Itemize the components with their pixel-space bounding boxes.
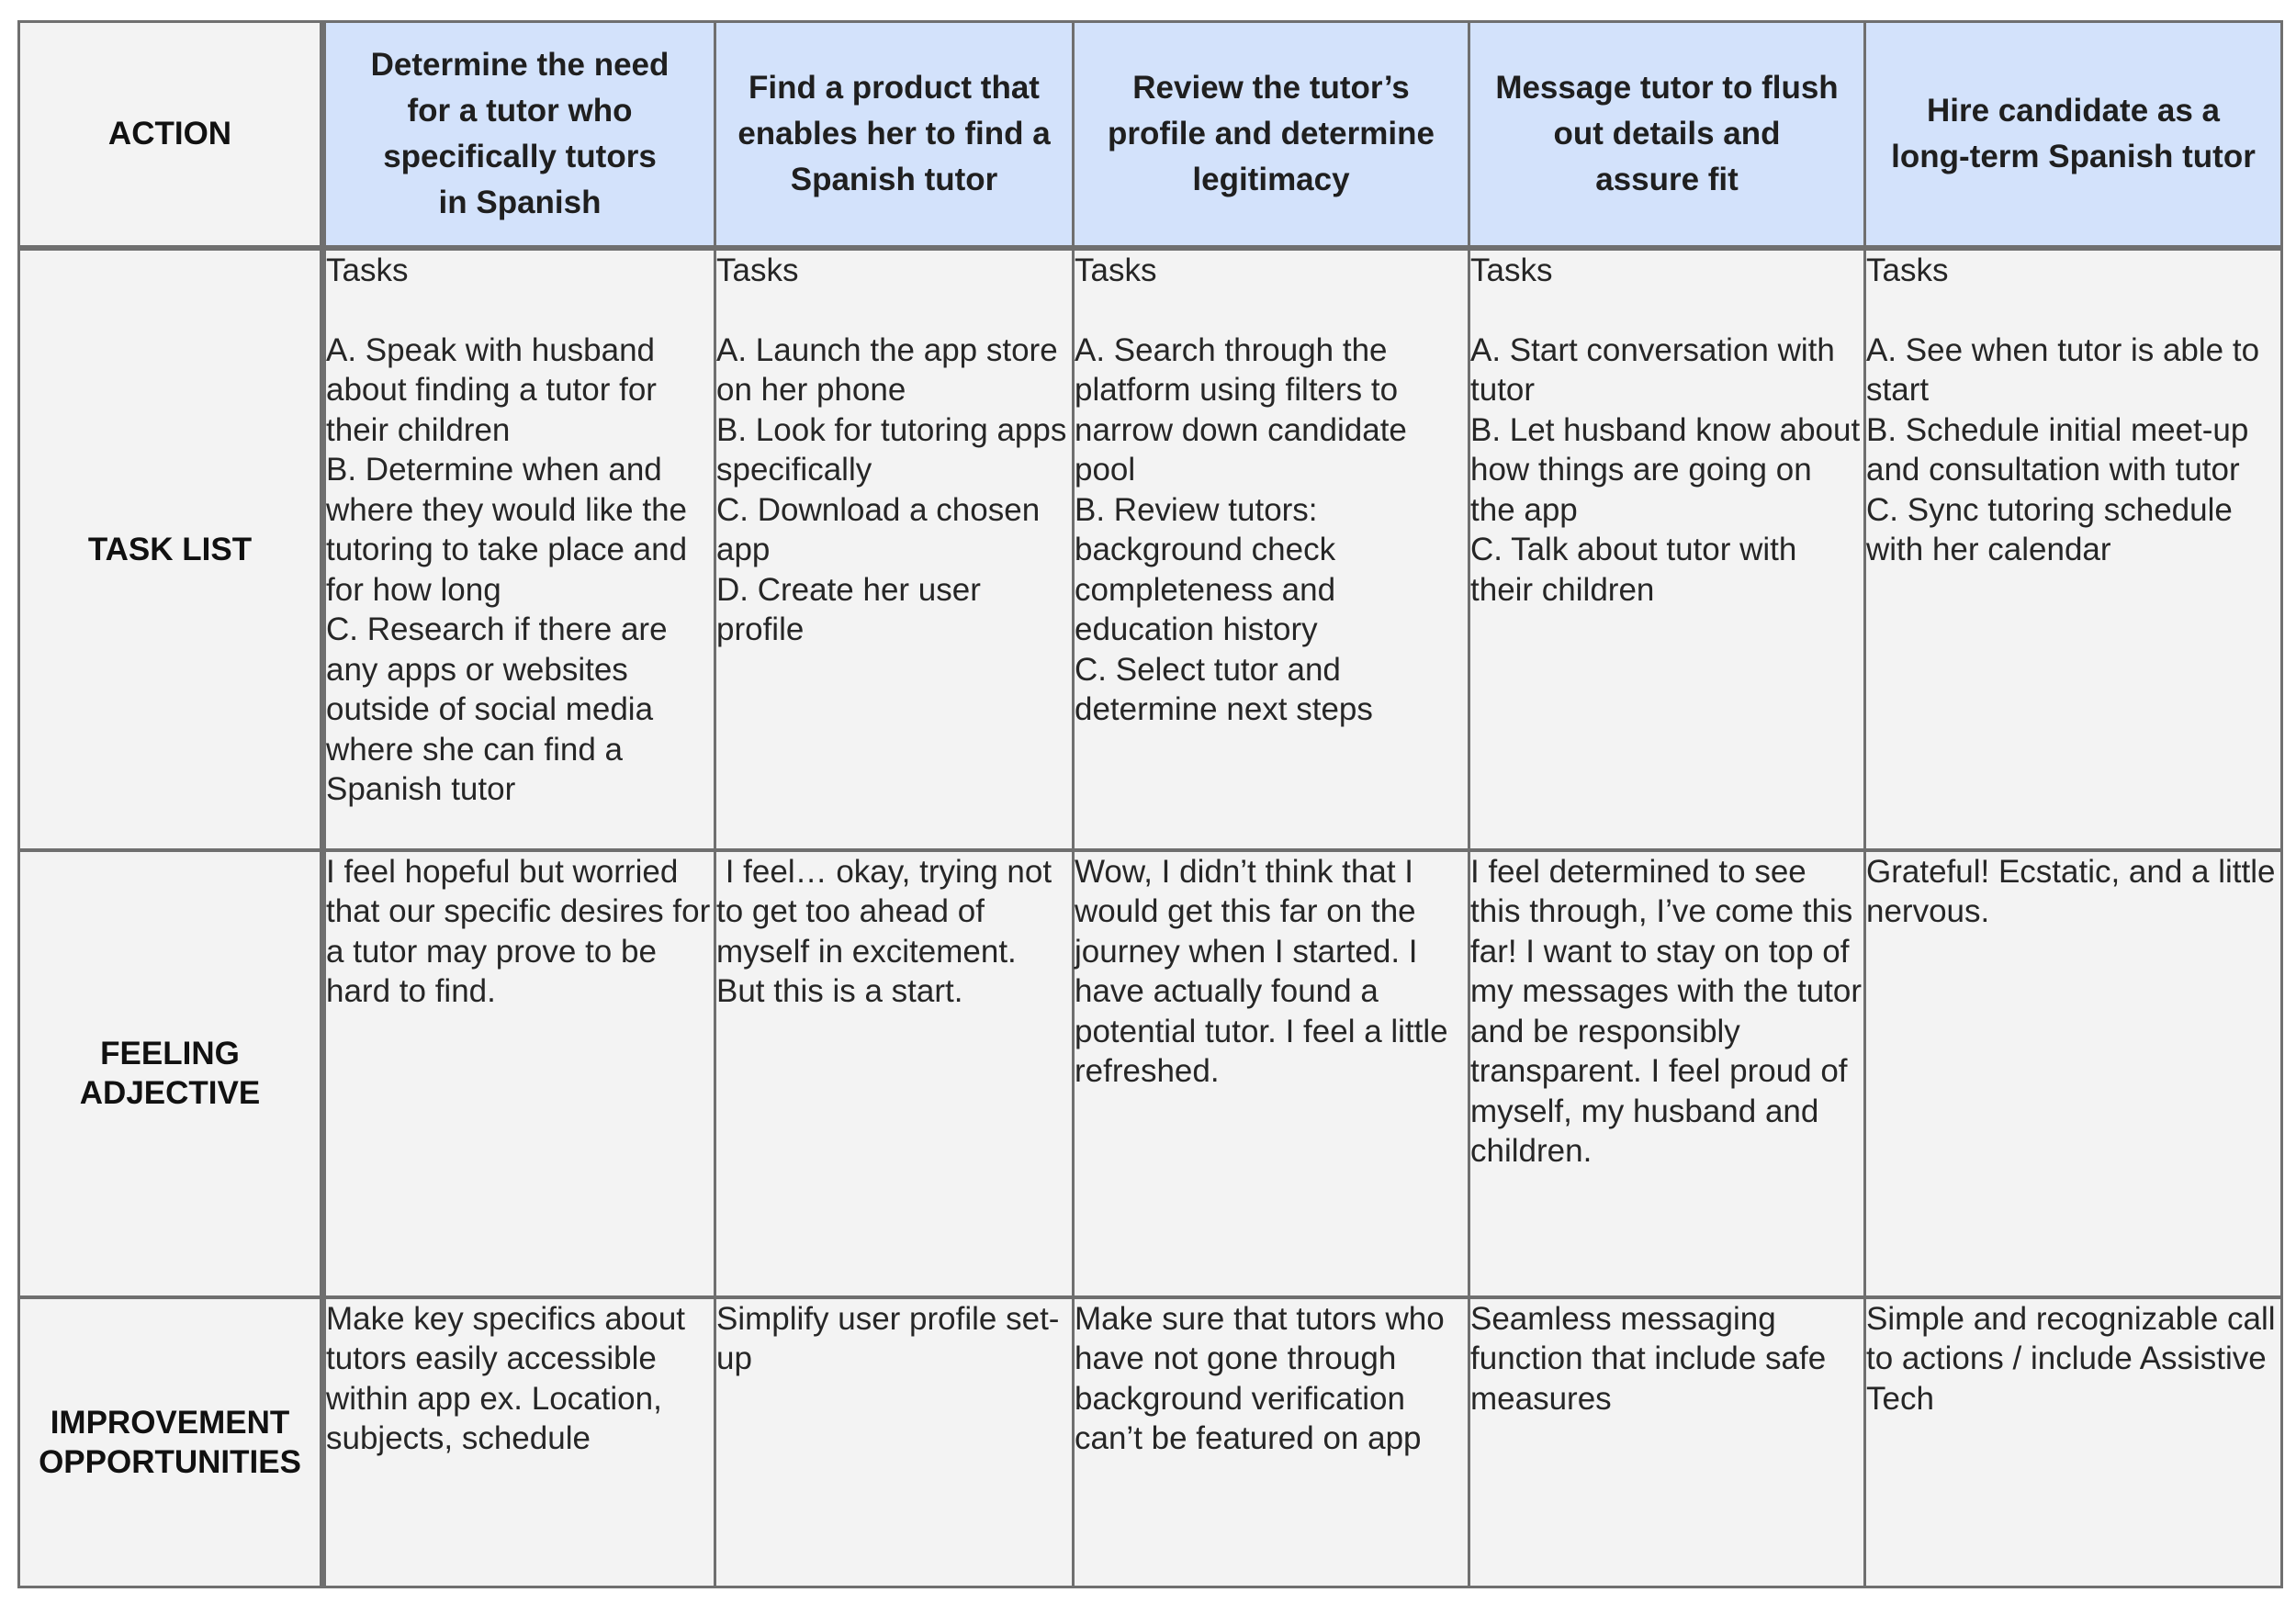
stage-5-tasks bbox=[1865, 248, 2282, 850]
feeling-text: I feel… okay, trying not to get too ahead of myself in excitement. But this is a start. bbox=[716, 853, 1061, 1009]
task-item: B. Let husband know about how things are going on the app bbox=[1470, 411, 1861, 528]
stage-1-title-line: specifically tutors bbox=[383, 138, 657, 174]
improvement-text: Seamless messaging function that include safe measures bbox=[1470, 1300, 1827, 1417]
stage-1-tasks bbox=[323, 248, 715, 850]
tasks-heading: Tasks bbox=[326, 252, 409, 288]
task-item: C. Research if there are any apps or websites outside of social media where she can find a Spanish tutor bbox=[326, 611, 668, 807]
stage-2-tasks bbox=[715, 248, 1074, 850]
feeling-text: I feel determined to see this through, I’ve come this far! I want to stay on top of my messages with the tutor and be responsibly transparent. I feel proud of myself, my husband and children. bbox=[1470, 853, 1862, 1169]
stage-3-title-line: profile and determine bbox=[1108, 115, 1435, 151]
task-item: A. Speak with husband about finding a tutor for their children bbox=[326, 331, 657, 448]
stage-1-title-line: in Spanish bbox=[438, 184, 602, 220]
improvement-opportunities-row-label bbox=[19, 1297, 323, 1587]
task-item: B. Review tutors: background check completeness and education history bbox=[1075, 491, 1336, 647]
tasks-heading: Tasks bbox=[716, 252, 799, 288]
improvement-text: Simple and recognizable call to actions / include Assistive Tech bbox=[1866, 1300, 2276, 1417]
stage-1-feeling bbox=[323, 850, 715, 1297]
tasks-heading: Tasks bbox=[1075, 252, 1157, 288]
task-list-label-text: TASK LIST bbox=[87, 531, 253, 567]
stage-4-header bbox=[1469, 22, 1865, 248]
task-item: A. Start conversation with tutor bbox=[1470, 331, 1835, 408]
task-item: C. Select tutor and determine next steps bbox=[1075, 651, 1373, 727]
feeling-text: Wow, I didn’t think that I would get this far on the journey when I started. I have actually found a potential tutor. I feel a little refreshed. bbox=[1075, 853, 1448, 1089]
task-item: B. Schedule initial meet-up and consultation with tutor bbox=[1866, 411, 2249, 488]
stage-3-feeling bbox=[1074, 850, 1469, 1297]
feeling-text: Grateful! Ecstatic, and a little nervous. bbox=[1866, 853, 2276, 929]
stage-5-header bbox=[1865, 22, 2282, 248]
stage-3-header bbox=[1074, 22, 1469, 248]
stage-5-improvement bbox=[1865, 1297, 2282, 1587]
feeling-adjective-row bbox=[19, 850, 2282, 1297]
feeling-label-line: ADJECTIVE bbox=[79, 1075, 261, 1111]
stage-2-feeling bbox=[715, 850, 1074, 1297]
tasks-heading: Tasks bbox=[1470, 252, 1553, 288]
task-item: D. Create her user profile bbox=[716, 571, 981, 647]
action-label-text: ACTION bbox=[107, 116, 232, 152]
stage-2-improvement bbox=[715, 1297, 1074, 1587]
improvement-text: Make key specifics about tutors easily accessible within app ex. Location, subjects, schedule bbox=[326, 1300, 686, 1456]
feeling-text: I feel hopeful but worried that our specific desires for a tutor may prove to be hard to find. bbox=[326, 853, 711, 1009]
tasks-heading: Tasks bbox=[1866, 252, 1949, 288]
journey-map-table bbox=[17, 20, 2283, 1588]
stage-2-title-line: Spanish tutor bbox=[790, 161, 998, 197]
improvement-text: Make sure that tutors who have not gone through background verification can’t be featured on app bbox=[1075, 1300, 1445, 1456]
stage-1-improvement bbox=[323, 1297, 715, 1587]
stage-5-title-line: Hire candidate as a bbox=[1926, 92, 2221, 129]
stage-5-title-line: long-term Spanish tutor bbox=[1891, 138, 2256, 174]
stage-2-title-line: enables her to find a bbox=[737, 115, 1051, 151]
task-item: B. Determine when and where they would like the tutoring to take place and for how long bbox=[326, 452, 688, 608]
action-row-label bbox=[19, 22, 323, 248]
stage-5-feeling bbox=[1865, 850, 2282, 1297]
action-row bbox=[19, 22, 2282, 248]
task-item: A. Launch the app store on her phone bbox=[716, 331, 1058, 408]
task-item: C. Download a chosen app bbox=[716, 491, 1041, 567]
stage-1-header bbox=[323, 22, 715, 248]
task-list-row bbox=[19, 248, 2282, 850]
stage-4-tasks bbox=[1469, 248, 1865, 850]
stage-2-title-line: Find a product that bbox=[748, 69, 1040, 106]
task-item: B. Look for tutoring apps specifically bbox=[716, 411, 1067, 488]
stage-4-title-line: Message tutor to flush bbox=[1495, 69, 1839, 106]
stage-2-header bbox=[715, 22, 1074, 248]
stage-3-tasks bbox=[1074, 248, 1469, 850]
stage-4-title-line: out details and bbox=[1553, 115, 1781, 151]
task-item: A. Search through the platform using filters to narrow down candidate pool bbox=[1075, 331, 1407, 488]
stage-3-title-line: legitimacy bbox=[1192, 161, 1350, 197]
task-item: A. See when tutor is able to start bbox=[1866, 331, 2260, 408]
stage-4-improvement bbox=[1469, 1297, 1865, 1587]
stage-1-title-line: Determine the need bbox=[370, 46, 670, 83]
stage-4-feeling bbox=[1469, 850, 1865, 1297]
feeling-label-line: FEELING bbox=[100, 1036, 240, 1071]
improvement-label-line: IMPROVEMENT bbox=[50, 1404, 290, 1441]
stage-4-title-line: assure fit bbox=[1595, 161, 1739, 197]
improvement-label-line: OPPORTUNITIES bbox=[39, 1443, 301, 1480]
stage-1-title-line: for a tutor who bbox=[407, 92, 633, 129]
stage-3-title-line: Review the tutor’s bbox=[1132, 69, 1410, 106]
stage-3-improvement bbox=[1074, 1297, 1469, 1587]
task-item: C. Talk about tutor with their children bbox=[1470, 532, 1797, 608]
improvement-text: Simplify user profile set-up bbox=[716, 1300, 1060, 1376]
task-list-row-label bbox=[19, 248, 323, 850]
improvement-opportunities-row bbox=[19, 1297, 2282, 1587]
feeling-adjective-row-label bbox=[19, 850, 323, 1297]
task-item: C. Sync tutoring schedule with her calendar bbox=[1866, 491, 2233, 567]
